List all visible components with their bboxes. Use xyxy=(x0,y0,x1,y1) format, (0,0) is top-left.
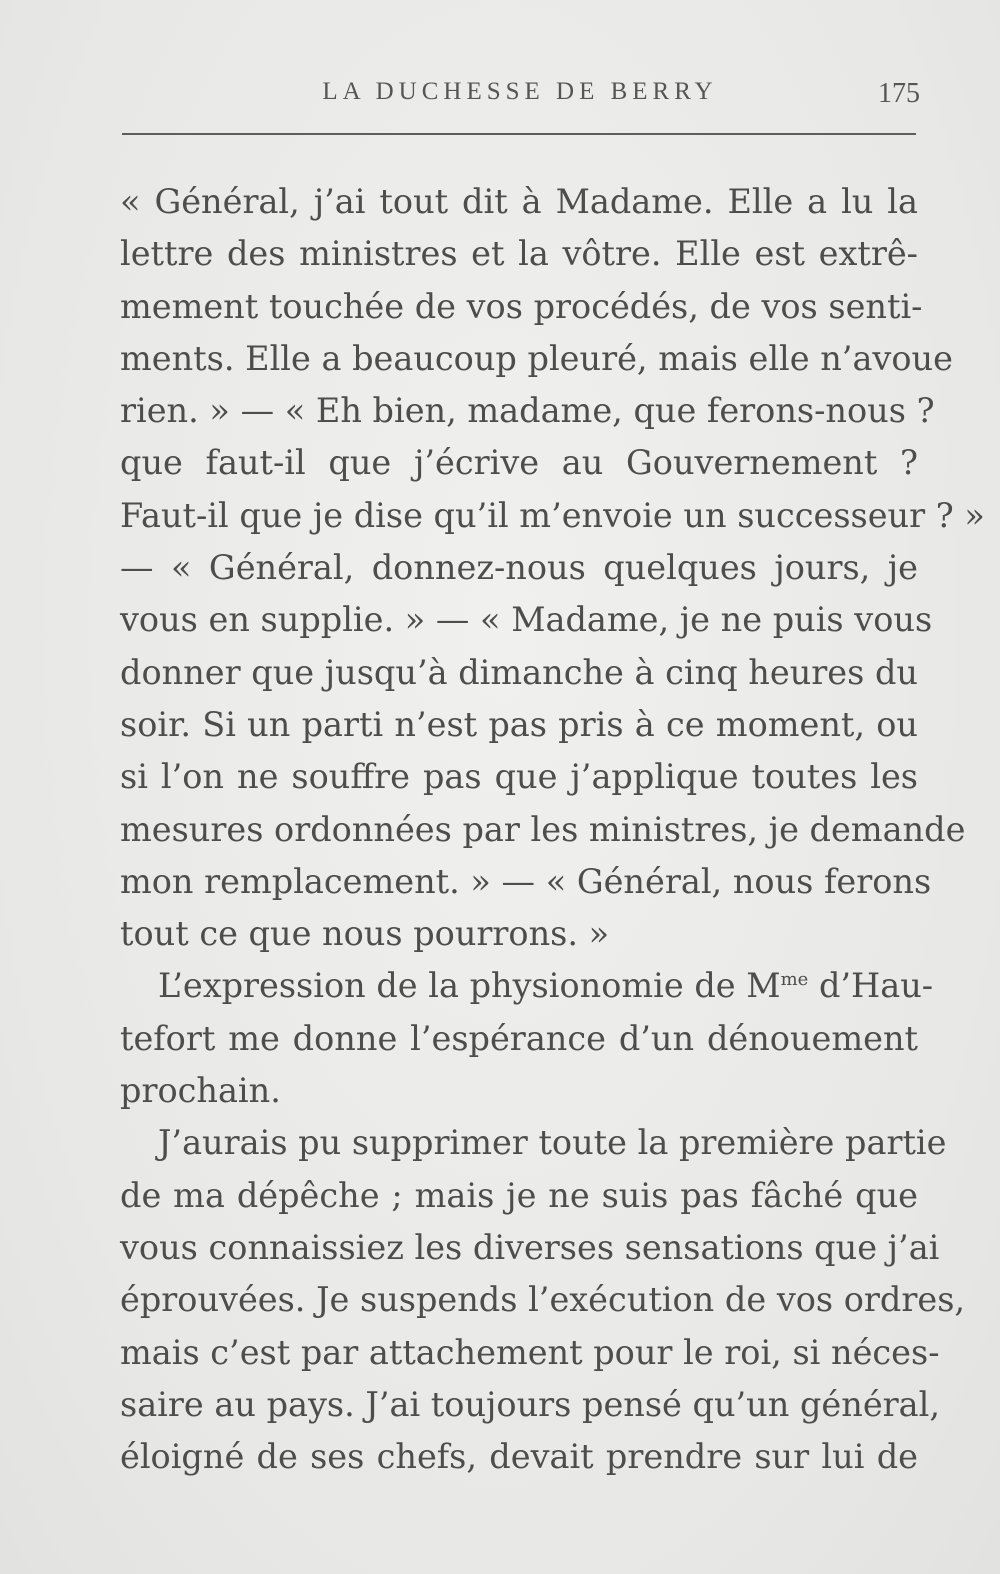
text-line: donner que jusqu’à dimanche à cinq heures du xyxy=(120,652,918,692)
text-line: prochain. xyxy=(120,1071,281,1111)
running-title: LA DUCHESSE DE BERRY xyxy=(322,78,718,105)
text-line: mais c’est par attachement pour le roi, si néces- xyxy=(120,1332,940,1372)
text-line: si l’on ne souffre pas que j’applique toutes les xyxy=(120,757,918,797)
text-line: mement touchée de vos procédés, de vos senti- xyxy=(120,286,923,326)
text-line: saire au pays. J’ai toujours pensé qu’un général, xyxy=(120,1384,940,1424)
text-line: tout ce que nous pourrons. » xyxy=(120,914,610,954)
text-line: Faut-il que je dise qu’il m’envoie un successeur ? » xyxy=(120,495,985,535)
text-segment: d’Hau- xyxy=(808,966,934,1006)
running-head xyxy=(120,78,920,118)
superscript: me xyxy=(780,969,809,991)
text-line: soir. Si un parti n’est pas pris à ce moment, ou xyxy=(120,704,918,744)
text-line: mon remplacement. » — « Général, nous ferons xyxy=(120,861,932,901)
text-line: vous en supplie. » — « Madame, je ne puis vous xyxy=(120,600,933,640)
text-line: ments. Elle a beaucoup pleuré, mais elle n’avoue xyxy=(120,338,953,378)
text-line: éloigné de ses chefs, devait prendre sur lui de xyxy=(120,1437,918,1477)
text-line: de ma dépêche ; mais je ne suis pas fâché que xyxy=(120,1175,918,1215)
text-line: que faut-il que j’écrive au Gouvernement ? xyxy=(120,443,918,483)
text-line: rien. » — « Eh bien, madame, que ferons-nous ? xyxy=(120,391,935,431)
text-line: vous connaissiez les diverses sensations que j’ai xyxy=(120,1227,940,1267)
text-segment: L’expression de la physionomie de M xyxy=(158,966,781,1006)
body-text xyxy=(120,176,985,1483)
text-line: mesures ordonnées par les ministres, je demande xyxy=(120,809,966,849)
text-line: « Général, j’ai tout dit à Madame. Elle a lu la xyxy=(120,182,918,221)
header-rule xyxy=(122,133,916,135)
text-line: — « Général, donnez-nous quelques jours, je xyxy=(120,548,918,588)
text-line: éprouvées. Je suspends l’exécution de vos ordres, xyxy=(120,1280,966,1320)
text-line-paragraph-start xyxy=(120,960,934,1012)
page-number: 175 xyxy=(878,78,920,109)
text-line: lettre des ministres et la vôtre. Elle est extrê- xyxy=(120,234,918,274)
text-line-paragraph-start: J’aurais pu supprimer toute la première partie xyxy=(158,1123,947,1163)
text-line: tefort me donne l’espérance d’un dénouement xyxy=(120,1018,918,1058)
